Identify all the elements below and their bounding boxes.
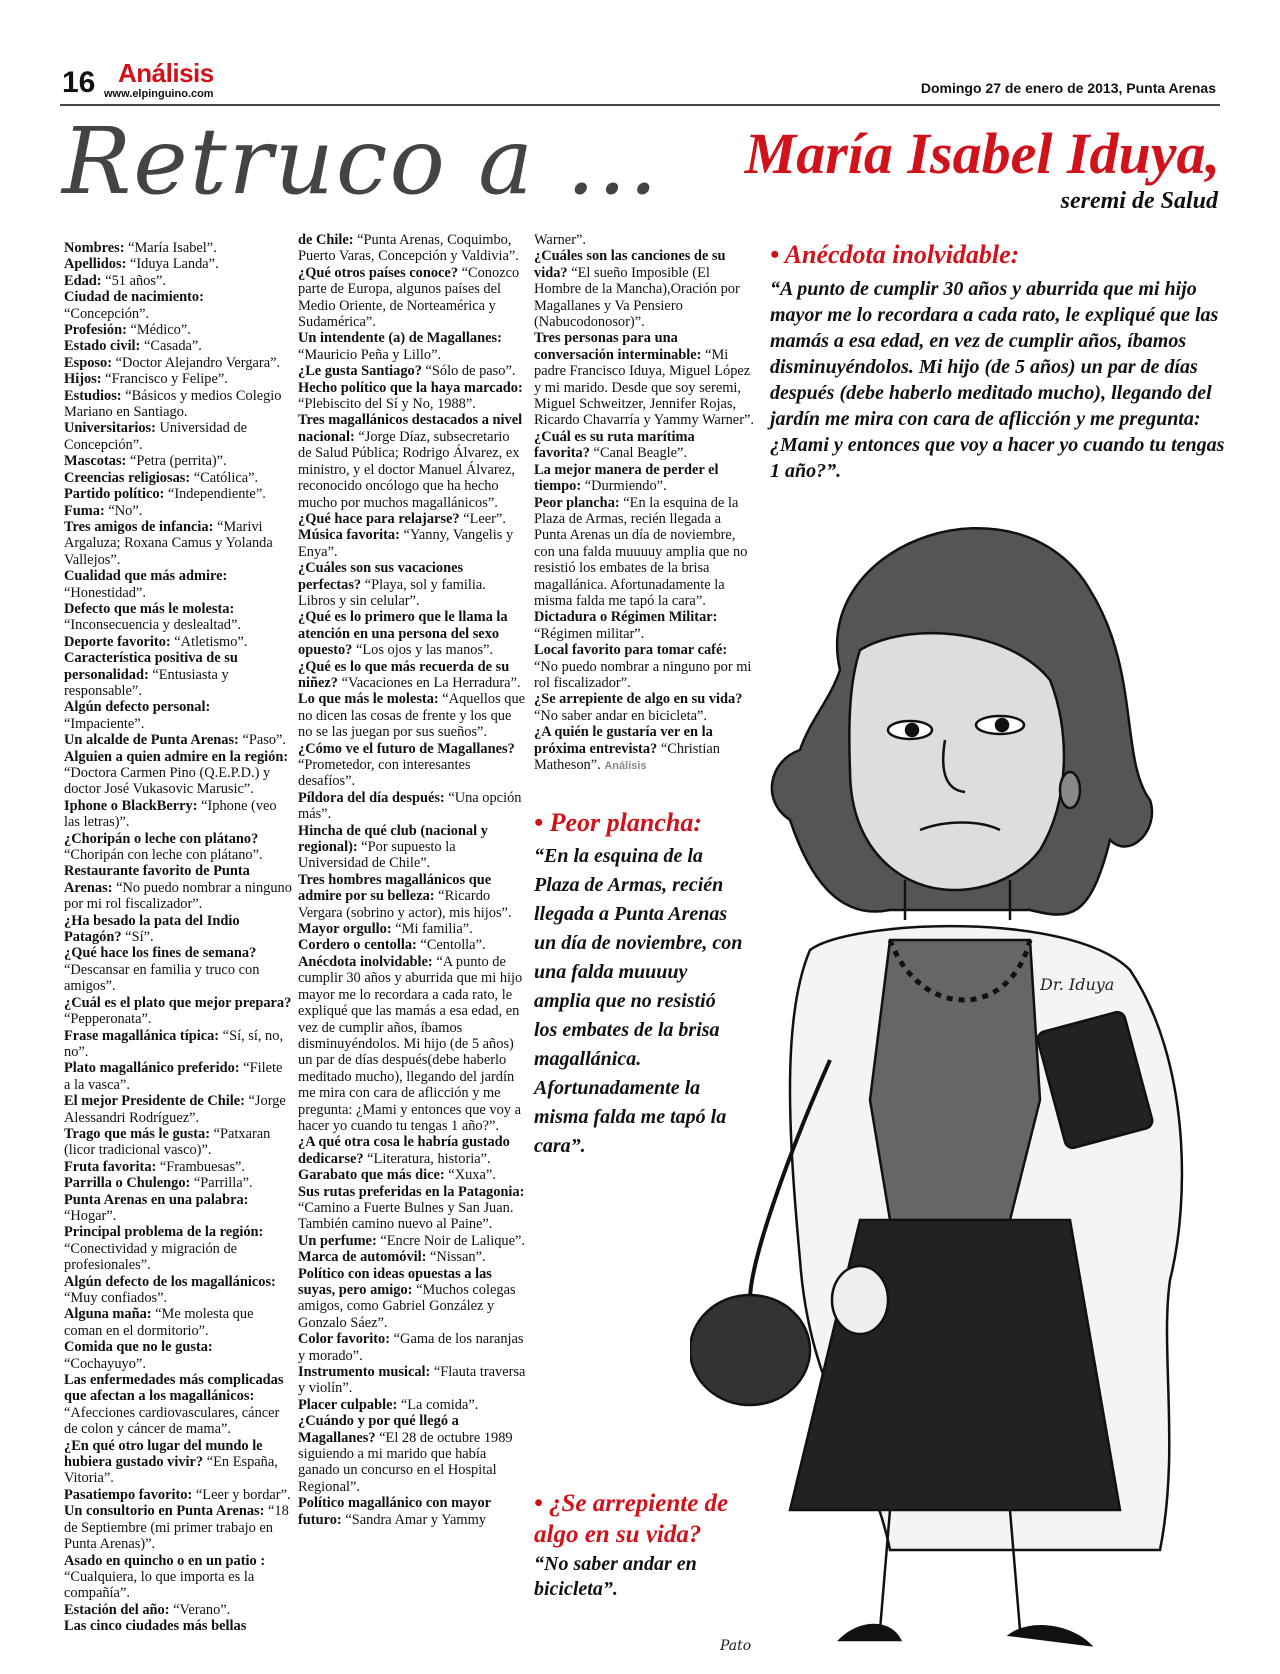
qa-question: Alguna maña:	[64, 1306, 152, 1323]
qa-answer: “Aquellos que no dicen las cosas de frente y los que no se las juegan por sus sueños”.	[298, 691, 526, 741]
qa-question: Hecho político que la haya marcado:	[298, 379, 523, 396]
qa-question: ¿Cuáles son las canciones de su vida?	[534, 248, 726, 281]
qa-item	[64, 273, 292, 289]
qa-answer: Warner”.	[534, 232, 586, 248]
qa-answer: “Católica”.	[190, 469, 259, 486]
qa-question: Un consultorio en Punta Arenas:	[64, 1503, 265, 1520]
qa-item	[64, 798, 292, 831]
qa-question: Restaurante favorito de Punta Arenas:	[64, 863, 250, 896]
qa-item	[64, 699, 292, 732]
qa-question: Esposo:	[64, 354, 112, 371]
qa-question: Un perfume:	[298, 1232, 377, 1249]
dateline: Domingo 27 de enero de 2013, Punta Arenas	[920, 80, 1216, 96]
qa-question: Un alcalde de Punta Arenas:	[64, 732, 239, 749]
qa-answer: “Mi familia”.	[391, 921, 473, 938]
qa-answer: “Iphone (veo las letras)”.	[64, 797, 277, 831]
qa-item	[298, 412, 526, 510]
person-name: María Isabel Iduya,	[744, 121, 1220, 186]
qa-item	[298, 380, 526, 413]
qa-item	[64, 568, 292, 601]
qa-item	[64, 1060, 292, 1093]
qa-question: Píldora del día después:	[298, 789, 445, 806]
qa-item	[64, 240, 292, 256]
qa-question: ¿Qué hace los fines de semana?	[64, 945, 257, 962]
qa-item	[298, 659, 526, 692]
qa-column-2	[298, 232, 526, 1528]
highlight-arrepiente-text: “No saber andar en bicicleta”.	[534, 1553, 697, 1600]
qa-answer: “Playa, sol y familia. Libros y sin celular”.	[298, 576, 486, 609]
qa-answer: “Muy confiados”.	[64, 1290, 168, 1306]
qa-answer: “Canal Beagle”.	[589, 445, 688, 462]
qa-item	[298, 511, 526, 527]
qa-item	[64, 289, 292, 322]
qa-item	[64, 420, 292, 453]
qa-item	[64, 863, 292, 912]
qa-item	[298, 1331, 526, 1364]
qa-question: Color favorito:	[298, 1331, 391, 1348]
qa-question: ¿Qué es lo que más recuerda de su niñez?	[298, 658, 510, 691]
qa-item	[64, 470, 292, 486]
qa-item	[64, 1224, 292, 1273]
qa-answer: “Parrilla”.	[190, 1175, 253, 1192]
qa-answer: “No puedo nombrar a ninguno por mi rol fiscalizador”.	[534, 658, 752, 691]
qa-answer: “El sueño Imposible (El Hombre de la Mancha),Oración por Magallanes y Va Pensiero (Nabucodonosor)”.	[534, 264, 740, 331]
qa-answer: “No saber andar en bicicleta”.	[534, 707, 707, 724]
qa-question: Punta Arenas en una palabra:	[64, 1191, 249, 1208]
qa-answer: “Básicos y medios Colegio Mariano en Santiago.	[64, 387, 282, 421]
highlight-plancha	[534, 808, 744, 1161]
qa-answer: “Paso”.	[238, 732, 286, 749]
qa-item	[298, 1413, 526, 1495]
qa-item	[64, 1372, 292, 1438]
qa-answer: “Concepción”.	[64, 305, 150, 322]
qa-answer: “Hogar”.	[64, 1207, 117, 1224]
qa-answer: “Frambuesas”.	[156, 1158, 246, 1175]
qa-question: Deporte favorito:	[64, 633, 171, 650]
qa-answer: “Francisco y Felipe”.	[101, 371, 228, 388]
brand-logo: Análisis	[118, 58, 214, 88]
qa-answer: “María Isabel”.	[124, 240, 217, 256]
qa-answer: “Centolla”.	[416, 937, 486, 954]
qa-answer: “Mauricio Peña y Lillo”.	[298, 346, 442, 363]
qa-answer: “Conectividad y migración de profesionales”.	[64, 1240, 238, 1274]
qa-answer: “Doctora Carmen Pino (Q.E.P.D.) y doctor José Vukasovic Marusic”.	[64, 765, 271, 798]
qa-question: Local favorito para tomar café:	[534, 642, 728, 659]
qa-item	[64, 995, 292, 1028]
qa-item	[64, 749, 292, 798]
qa-question: ¿Cuál es el plato que mejor prepara?	[64, 994, 292, 1011]
qa-answer: “Durmiendo”.	[581, 478, 667, 495]
qa-question: Edad:	[64, 272, 102, 289]
qa-item	[534, 330, 754, 428]
coat-label: Dr. Iduya	[1040, 975, 1115, 994]
qa-question: Hijos:	[64, 371, 102, 388]
qa-item	[298, 560, 526, 609]
qa-answer: “Filete a la vasca”.	[64, 1060, 283, 1093]
qa-answer: “Impaciente”.	[64, 715, 145, 732]
qa-answer: “Leer y bordar”.	[192, 1486, 291, 1503]
qa-question: Partido político:	[64, 486, 165, 503]
qa-question: Algún defecto de los magallánicos:	[64, 1273, 276, 1290]
qa-item	[64, 1306, 292, 1339]
qa-answer: “Cualquiera, lo que importa es la compañía”.	[64, 1568, 255, 1602]
qa-answer: “51 años”.	[101, 272, 166, 289]
qa-question: Característica positiva de su personalidad:	[64, 650, 238, 683]
qa-answer: “Sí, sí, no, no”.	[64, 1027, 284, 1060]
qa-question: Fruta favorita:	[64, 1158, 157, 1175]
qa-answer: “Inconsecuencia y deslealtad”.	[64, 617, 241, 634]
qa-item	[64, 1175, 292, 1191]
qa-item	[298, 527, 526, 560]
qa-answer: “Sí”.	[121, 929, 154, 946]
qa-answer: “Prometedor, con interesantes desafíos”.	[298, 757, 471, 790]
qa-item	[298, 1184, 526, 1233]
qa-answer: “Marivi Argaluza; Roxana Camus y Yolanda Vallejos”.	[64, 518, 273, 568]
highlight-anecdota-text: “A punto de cumplir 30 años y aburrida que mi hijo mayor me lo recordara a cada rato, le expliqué que las mamás a esa edad, en vez de cumplir años, íbamos disminuyéndolos. Mi hijo (de 5 años) un par de días después (debe haberlo meditado mucho), llegando del jardín me mira con cara de aflicción y me pregunta: ¿Mami y entonces que voy a hacer yo cuando tu tengas 1 año?”.	[770, 278, 1225, 482]
qa-item	[298, 1495, 526, 1528]
qa-answer: “Régimen militar”.	[534, 625, 645, 642]
qa-question: ¿A qué otra cosa le habría gustado dedicarse?	[298, 1134, 510, 1167]
qa-item	[298, 741, 526, 790]
qa-answer: “Literatura, historia”.	[363, 1150, 491, 1167]
qa-item	[64, 732, 292, 748]
highlight-arrepiente-title: • ¿Se arrepiente de algo en su vida?	[534, 1490, 729, 1548]
qa-answer: “Plebiscito del Sí y No, 1988”.	[298, 396, 476, 413]
qa-question: Parrilla o Chulengo:	[64, 1175, 191, 1192]
qa-question: Político magallánico con mayor futuro:	[298, 1495, 491, 1528]
qa-answer: “Atletismo”.	[170, 633, 248, 650]
qa-answer: “Afecciones cardiovasculares, cáncer de colon y cáncer de mama”.	[64, 1404, 280, 1438]
qa-question: Instrumento musical:	[298, 1364, 431, 1381]
qa-question: Profesión:	[64, 322, 127, 339]
qa-answer: “Descansar en familia y truco con amigos”.	[64, 961, 260, 995]
qa-item	[298, 921, 526, 937]
qa-item	[64, 338, 292, 354]
qa-answer: “Iduya Landa”.	[126, 256, 219, 273]
qa-question: Cordero o centolla:	[298, 937, 417, 954]
qa-item	[64, 1602, 292, 1618]
qa-answer: “Christian Matheson”.	[534, 740, 720, 773]
qa-question: ¿Se arrepiente de algo en su vida?	[534, 691, 743, 708]
caricature-illustration	[690, 500, 1260, 1670]
qa-answer: “Choripán con leche con plátano”.	[64, 847, 263, 864]
qa-answer: “Vacaciones en La Herradura”.	[337, 674, 521, 691]
qa-item	[298, 363, 526, 379]
qa-item	[298, 1397, 526, 1413]
qa-answer: “No”.	[104, 502, 143, 519]
qa-question: Creencias religiosas:	[64, 469, 191, 486]
qa-question: Iphone o BlackBerry:	[64, 797, 198, 814]
qa-question: ¿Cuándo y por qué llegó a Magallanes?	[298, 1413, 459, 1446]
qa-question: ¿Cuáles son sus vacaciones perfectas?	[298, 560, 464, 593]
qa-question: Sus rutas preferidas en la Patagonia:	[298, 1183, 525, 1200]
brand-url: www.elpinguino.com	[104, 88, 214, 100]
qa-answer: “Flauta traversa y violín”.	[298, 1364, 526, 1397]
qa-answer: “Patxaran (licor tradicional vasco)”.	[64, 1125, 271, 1159]
qa-question: Estado civil:	[64, 338, 141, 355]
qa-question: Hincha de qué club (nacional y regional):	[298, 822, 488, 856]
qa-question: ¿En qué otro lugar del mundo le hubiera gustado vivir?	[64, 1437, 263, 1471]
qa-answer: “Doctor Alejandro Vergara”.	[112, 354, 281, 371]
qa-question: Fuma:	[64, 502, 105, 519]
header-rule	[60, 104, 1220, 106]
qa-question: Algún defecto personal:	[64, 699, 211, 716]
qa-question: Lo que más le molesta:	[298, 691, 439, 708]
qa-item	[298, 1134, 526, 1167]
qa-question: Defecto que más le molesta:	[64, 600, 235, 617]
qa-question: Nombres:	[64, 240, 125, 256]
qa-item	[298, 265, 526, 331]
qa-question: Cualidad que más admire:	[64, 568, 228, 585]
qa-item	[64, 256, 292, 272]
qa-item	[64, 1159, 292, 1175]
qa-question: Marca de automóvil:	[298, 1249, 427, 1266]
qa-question: Placer culpable:	[298, 1396, 398, 1413]
qa-answer: “Punta Arenas, Coquimbo, Puerto Varas, Concepción y Valdivia”.	[298, 232, 519, 265]
highlight-plancha-title: • Peor plancha:	[534, 808, 702, 837]
qa-answer: “A punto de cumplir 30 años y aburrida que mi hijo mayor me lo recordara a cada rato, le expliqué que las mamás a esa edad, en vez de cumplir años, íbamos disminuyéndolos. Mi hijo (de 5 años) un par de días después(debe haberlo meditado mucho), llegando del jardín me mira con cara de aflicción y me pregunta: ¿Mami y entonces que voy a hacer yo cuando tu tengas 1 año?”.	[298, 953, 523, 1134]
qa-question: La mejor manera de perder el tiempo:	[534, 461, 719, 495]
qa-item	[64, 519, 292, 568]
qa-question: ¿Qué es lo primero que le llama la atención en una persona del sexo opuesto?	[298, 609, 508, 659]
qa-item	[64, 1503, 292, 1552]
artist-signature: Pato	[720, 1638, 752, 1654]
qa-answer: “Yanny, Vangelis y Enya”.	[298, 527, 514, 560]
qa-item	[298, 954, 526, 1134]
qa-item	[64, 1093, 292, 1126]
qa-answer: “Pepperonata”.	[64, 1011, 152, 1028]
qa-answer: “En la esquina de la Plaza de Armas, recién llegada a Punta Arenas un día de noviembre, con una falda muuuuy amplia que no resistió los embates de la brisa magallánica. Afortunadamente la misma falda me tapó la cara”.	[534, 494, 748, 609]
qa-question: El mejor Presidente de Chile:	[64, 1093, 245, 1110]
qa-item	[64, 945, 292, 994]
qa-question: Tres hombres magallánicos que admire por su belleza:	[298, 871, 492, 905]
qa-answer: “Nissan”.	[426, 1249, 486, 1266]
person-role: seremi de Salud	[1060, 188, 1218, 214]
qa-question: ¿A quién le gustaría ver en la próxima entrevista?	[534, 724, 713, 757]
qa-item	[64, 1487, 292, 1503]
qa-item	[64, 322, 292, 338]
qa-question: Apellidos:	[64, 256, 127, 273]
qa-question: Tres amigos de infancia:	[64, 518, 214, 535]
end-mark-logo: Análisis	[604, 760, 647, 772]
qa-item	[298, 609, 526, 658]
qa-answer: “Muchos colegas amigos, como Gabriel González y Gonzalo Sáez”.	[298, 1282, 516, 1331]
qa-item	[64, 1553, 292, 1602]
qa-question: Asado en quincho o en un patio :	[64, 1552, 266, 1569]
qa-answer: “18 de Septiembre (mi primer trabajo en Punta Arenas)”.	[64, 1503, 289, 1553]
qa-item	[298, 1167, 526, 1183]
qa-question: ¿Choripán o leche con plátano?	[64, 830, 259, 847]
qa-item	[534, 429, 754, 462]
qa-item	[298, 691, 526, 740]
qa-question: Universitarios:	[64, 420, 156, 437]
qa-question: Las cinco ciudades más bellas	[64, 1618, 247, 1635]
qa-question: Anécdota inolvidable:	[298, 953, 433, 970]
qa-item	[64, 1028, 292, 1061]
qa-answer: “Xuxa”.	[444, 1167, 496, 1184]
qa-item	[534, 462, 754, 495]
qa-answer: “Independiente”.	[164, 486, 266, 503]
qa-answer: “El 28 de octubre 1989 siguiendo a mi marido que había ganado un concurso en el Hospital Regional”.	[298, 1429, 513, 1495]
qa-item	[64, 1192, 292, 1225]
qa-item	[64, 355, 292, 371]
qa-answer: “Sandra Amar y Yammy	[341, 1511, 487, 1528]
qa-question: Plato magallánico preferido:	[64, 1060, 240, 1077]
qa-answer: “Gama de los naranjas y morado”.	[298, 1331, 524, 1364]
qa-item	[64, 1339, 292, 1372]
qa-answer: “Encre Noir de Lalique”.	[376, 1232, 525, 1249]
qa-item	[298, 823, 526, 872]
qa-item	[64, 1618, 292, 1634]
qa-item	[64, 371, 292, 387]
qa-item	[298, 330, 526, 363]
highlight-plancha-text: “En la esquina de la Plaza de Armas, recién llegada a Punta Arenas un día de noviembre, con una falda muuuuy amplia que no resistió los embates de la brisa magallánica. Afortunadamente la misma falda me tapó la cara”.	[534, 845, 743, 1157]
qa-answer: “Mi padre Francisco Iduya, Miguel López y mi marido. Desde que soy seremi, Miguel Schweitzer, Jennifer Rojas, Ricardo Chavarría y Yammy Warner”.	[534, 346, 754, 429]
highlight-arrepiente	[534, 1488, 774, 1602]
qa-answer: “Sólo de paso”.	[421, 363, 516, 380]
qa-question: Político con ideas opuestas a las suyas, pero amigo:	[298, 1265, 492, 1298]
qa-answer: “Jorge Alessandri Rodríguez”.	[64, 1093, 286, 1126]
highlight-anecdota	[770, 240, 1230, 484]
qa-answer: “Entusiasta y responsable”.	[64, 666, 229, 699]
qa-item	[298, 790, 526, 823]
qa-answer: “Verano”.	[169, 1601, 231, 1618]
qa-item	[534, 232, 754, 248]
qa-question: de Chile:	[298, 232, 354, 248]
qa-item	[298, 872, 526, 921]
qa-question: Alguien a quien admire en la región:	[64, 748, 289, 765]
qa-item	[64, 601, 292, 634]
qa-item	[298, 1266, 526, 1332]
qa-question: ¿Le gusta Santiago?	[298, 363, 422, 380]
qa-item	[298, 232, 526, 265]
qa-question: ¿Cómo ve el futuro de Magallanes?	[298, 740, 515, 757]
qa-item	[64, 388, 292, 421]
qa-question: Las enfermedades más complicadas que afectan a los magallánicos:	[64, 1372, 284, 1405]
qa-answer: “Me molesta que coman en el dormitorio”.	[64, 1306, 254, 1339]
qa-question: Ciudad de nacimiento:	[64, 289, 204, 306]
qa-question: Comida que no le gusta:	[64, 1339, 213, 1356]
qa-answer: “Petra (perrita)”.	[126, 453, 227, 470]
highlight-anecdota-title: • Anécdota inolvidable:	[770, 240, 1020, 269]
qa-answer: “Una opción más”.	[298, 789, 522, 823]
qa-question: Trago que más le gusta:	[64, 1125, 211, 1142]
qa-question: Estación del año:	[64, 1601, 170, 1618]
qa-item	[298, 1233, 526, 1249]
qa-question: Música favorita:	[298, 527, 400, 544]
qa-item	[64, 486, 292, 502]
qa-answer: “Leer”.	[459, 510, 506, 527]
qa-question: ¿Cuál es su ruta marítima favorita?	[534, 428, 695, 462]
page-header	[0, 0, 1280, 110]
qa-answer: “Médico”.	[126, 322, 191, 339]
qa-answer: “Por supuesto la Universidad de Chile”.	[298, 839, 456, 872]
qa-item	[64, 453, 292, 469]
page-number: 16	[62, 66, 96, 99]
qa-item	[64, 1126, 292, 1159]
qa-answer: “Honestidad”.	[64, 584, 146, 601]
qa-answer: “Conozco parte de Europa, algunos países del Medio Oriente, de Norteamérica y Sudamérica”.	[298, 264, 520, 331]
qa-item	[64, 503, 292, 519]
qa-answer: “Camino a Fuerte Bulnes y San Juan. También camino nuevo al Paine”.	[298, 1199, 514, 1233]
qa-question: Dictadura o Régimen Militar:	[534, 609, 718, 626]
qa-item	[298, 1249, 526, 1265]
qa-question: Peor plancha:	[534, 494, 620, 511]
qa-item	[298, 937, 526, 953]
qa-question: Tres personas para una conversación interminable:	[534, 330, 702, 363]
qa-item	[534, 248, 754, 330]
qa-question: Tres magallánicos destacados a nivel nacional:	[298, 412, 523, 445]
qa-question: ¿Qué hace para relajarse?	[298, 510, 460, 527]
qa-column-1	[64, 240, 292, 1635]
qa-question: Un intendente (a) de Magallanes:	[298, 330, 502, 347]
qa-question: Frase magallánica típica:	[64, 1027, 220, 1044]
qa-item	[64, 831, 292, 864]
qa-item	[64, 1274, 292, 1307]
qa-answer: “Cochayuyo”.	[64, 1355, 146, 1372]
qa-answer: “Casada”.	[140, 338, 202, 355]
qa-item	[64, 634, 292, 650]
qa-question: Pasatiempo favorito:	[64, 1486, 193, 1503]
qa-item	[64, 1438, 292, 1487]
qa-question: Estudios:	[64, 387, 122, 404]
qa-question: Mascotas:	[64, 453, 127, 470]
qa-answer: Universidad de Concepción”.	[64, 420, 248, 453]
qa-item	[298, 1364, 526, 1397]
qa-question: Principal problema de la región:	[64, 1224, 264, 1241]
qa-question: Garabato que más dice:	[298, 1167, 445, 1184]
qa-item	[64, 913, 292, 946]
qa-question: ¿Ha besado la pata del Indio Patagón?	[64, 912, 240, 946]
qa-answer: “Los ojos y las manos”.	[352, 642, 494, 659]
qa-question: Mayor orgullo:	[298, 921, 392, 938]
qa-answer: “La comida”.	[397, 1396, 479, 1413]
qa-item	[64, 650, 292, 699]
qa-answer: “No puedo nombrar a ninguno por mi rol fiscalizador”.	[64, 879, 292, 913]
qa-answer: “Jorge Díaz, subsecretario de Salud Pública; Rodrigo Álvarez, ex ministro, y el doctor Manuel Álvarez, reconocido oncólogo que ha hecho mucho por muchos magallánicos”.	[298, 428, 520, 511]
qa-answer: “En España, Vitoria”.	[64, 1454, 278, 1487]
qa-question: ¿Qué otros países conoce?	[298, 264, 459, 281]
section-title: Retruco a ...	[62, 108, 660, 215]
qa-answer: “Ricardo Vergara (sobrino y actor), mis hijos”.	[298, 888, 512, 921]
